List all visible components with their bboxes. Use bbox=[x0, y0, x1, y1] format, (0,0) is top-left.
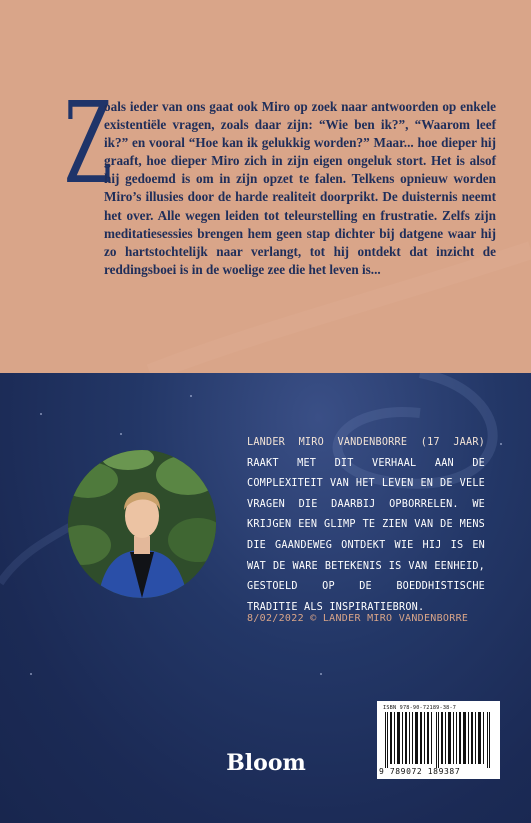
star bbox=[40, 413, 42, 415]
barcode-bars bbox=[383, 712, 495, 768]
isbn-label: ISBN 978-90-72189-38-7 bbox=[383, 705, 457, 711]
author-photo bbox=[68, 450, 216, 598]
star bbox=[500, 443, 502, 445]
drop-cap: Z bbox=[64, 79, 113, 209]
author-name: LANDER MIRO VANDENBORRE (17 JAAR) bbox=[247, 437, 485, 448]
isbn-barcode bbox=[377, 701, 500, 779]
copyright-line: 8/02/2022 © LANDER MIRO VANDENBORRE bbox=[247, 613, 469, 624]
publisher-logo: Bloom bbox=[226, 750, 306, 776]
star bbox=[190, 395, 192, 397]
author-bio-text: RAAKT MET DIT VERHAAL AAN DE COMPLEXITEIT VAN HET LEVEN EN DE VELE VRAGEN DIE DAARBIJ OPBORRELEN. WE KRIJGEN EEN GLIMP TE ZIEN VAN DE MENS DIE GAANDEWEG ONTDEKT WIE HIJ IS EN WAT DE WARE BETEKENIS IS VAN EENHEID, GESTOELD OP DE BOEDDHISTISCHE TRADITIE ALS INSPIRATIEBRON. bbox=[247, 457, 485, 613]
blurb-panel bbox=[0, 0, 531, 373]
blurb-text: oals ieder van ons gaat ook Miro op zoek naar antwoorden op enkele existentiële vragen, zoals daar zijn: “Wie ben ik?”, “Waarom leef ik?” en vooral “Hoe kan ik gelukkig worden?” Maar... hoe dieper hij graaft, hoe dieper Miro zich in zijn eigen ongeluk stort. Het is alsof hij gedoemd is om in zijn opzet te falen. Telkens opnieuw worden Miro’s illusies door de harde realiteit doorprikt. De duisternis neemt het over. Alle wegen leiden tot teleurstelling en frustratie. Zelfs zijn meditatiesessies brengen hem geen stap dichter bij datgene waar hij zo hartstochtelijk naar verlangt, tot hij ontdekt dat inzicht de reddingsboei is in de woelige zee die het leven is... bbox=[104, 99, 496, 277]
star bbox=[320, 673, 322, 675]
author-bio bbox=[247, 433, 485, 618]
star bbox=[30, 673, 32, 675]
star bbox=[120, 433, 122, 435]
author-panel bbox=[0, 373, 531, 823]
barcode-digits: 9 789072 189387 bbox=[379, 767, 461, 776]
